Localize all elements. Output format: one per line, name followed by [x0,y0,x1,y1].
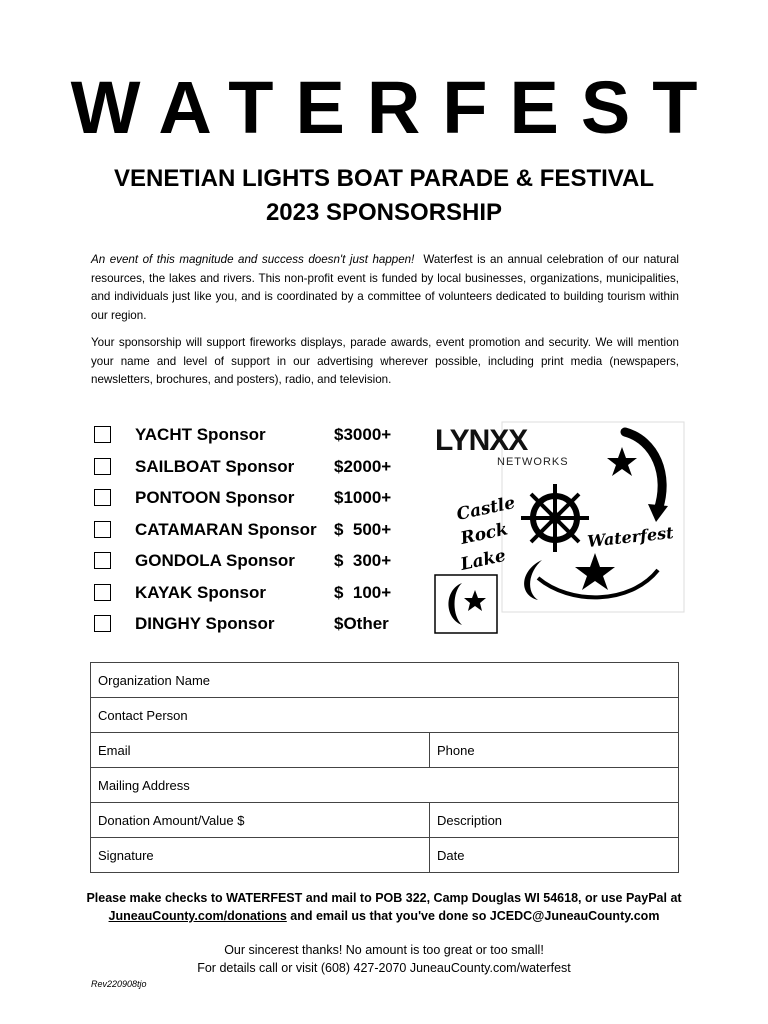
form-row [91,803,679,838]
tier-amount: $2000+ [334,457,392,476]
logo-lake-line-2: Rock [458,519,510,549]
intro-lead: An event of this magnitude and success doesn't just happen! [91,253,415,266]
logo-lake-line-1: Castle [454,493,517,525]
tier-amount: $1000+ [334,488,392,507]
thanks-line: Our sincerest thanks! No amount is too great or too small! [224,943,544,957]
checkbox-catamaran[interactable] [94,521,111,538]
page-title: WATERFEST [70,66,720,149]
donations-link[interactable]: JuneauCounty.com/donations [108,909,287,923]
tier-amount: $ 300+ [334,551,392,570]
page-subtitle [0,162,768,230]
signature-field[interactable]: Signature [91,838,430,873]
intro-paragraph [91,251,679,325]
form-row [91,838,679,873]
ship-wheel-icon [521,484,589,552]
subtitle-line-2: 2023 SPONSORSHIP [265,199,503,226]
phone-field[interactable]: Phone [430,733,679,768]
organization-name-field[interactable]: Organization Name [91,663,679,698]
form-row [91,768,679,803]
payment-line-2-text: and email us that you've done so JCEDC@JuneauCounty.com [286,909,660,923]
payment-line-2 [0,907,768,925]
tier-amount: $3000+ [334,425,392,444]
form-row [91,663,679,698]
tier-name: DINGHY Sponsor [135,614,275,633]
revision-code: Rev220908tjo [91,979,147,989]
tier-name: CATAMARAN Sponsor [135,520,317,539]
checkbox-pontoon[interactable] [94,489,111,506]
support-paragraph: Your sponsorship will support fireworks displays, parade awards, event promotion and security. We will mention your name and level of support in our advertising wherever possible, including print media (newspapers, newsletters, brochures, and posters), radio, and television. [91,336,679,386]
payment-line-1: Please make checks to WATERFEST and mail to POB 322, Camp Douglas WI 54618, or use PayPal at [86,891,682,905]
date-field[interactable]: Date [430,838,679,873]
checkbox-sailboat[interactable] [94,458,111,475]
tier-amount: $Other [334,614,389,633]
checkbox-yacht[interactable] [94,426,111,443]
logo-brand: LYNXX [435,424,528,457]
waterfest-logo [430,420,686,635]
donation-amount-field[interactable]: Donation Amount/Value $ [91,803,430,838]
checkbox-dinghy[interactable] [94,615,111,632]
payment-instructions [0,889,768,925]
email-field[interactable]: Email [91,733,430,768]
logo-lake-line-3: Lake [458,545,508,575]
tier-amount: $ 500+ [334,520,392,539]
checkbox-kayak[interactable] [94,584,111,601]
tier-dinghy [94,612,414,643]
moon-badge [435,575,497,633]
subtitle-line-1: VENETIAN LIGHTS BOAT PARADE & FESTIVAL [113,165,654,192]
form-row [91,698,679,733]
sponsor-form [90,662,679,873]
tier-pontoon [94,486,414,517]
tier-gondola [94,549,414,580]
tier-name: GONDOLA Sponsor [135,551,295,570]
logo-brand-sub: NETWORKS [497,456,569,468]
logo-event-name: Waterfest [586,523,675,551]
tier-name: SAILBOAT Sponsor [135,457,295,476]
tier-sailboat [94,455,414,486]
tier-catamaran [94,518,414,549]
tier-name: YACHT Sponsor [135,425,266,444]
tier-amount: $ 100+ [334,583,392,602]
checkbox-gondola[interactable] [94,552,111,569]
details-line: For details call or visit (608) 427-2070 JuneauCounty.com/waterfest [197,961,571,975]
tier-name: PONTOON Sponsor [135,488,295,507]
mailing-address-field[interactable]: Mailing Address [91,768,679,803]
tier-kayak [94,581,414,612]
tier-name: KAYAK Sponsor [135,583,266,602]
tier-yacht [94,423,414,454]
intro-body: Waterfest is an annual celebration of our natural resources, the lakes and rivers. This non-profit event is funded by local businesses, organizations, municipalities, and individuals just like you, and is coordinated by a committee of volunteers dedicated to building tourism within our region. [91,253,679,322]
description-field[interactable]: Description [430,803,679,838]
contact-person-field[interactable]: Contact Person [91,698,679,733]
closing-notes [0,941,768,977]
form-row [91,733,679,768]
